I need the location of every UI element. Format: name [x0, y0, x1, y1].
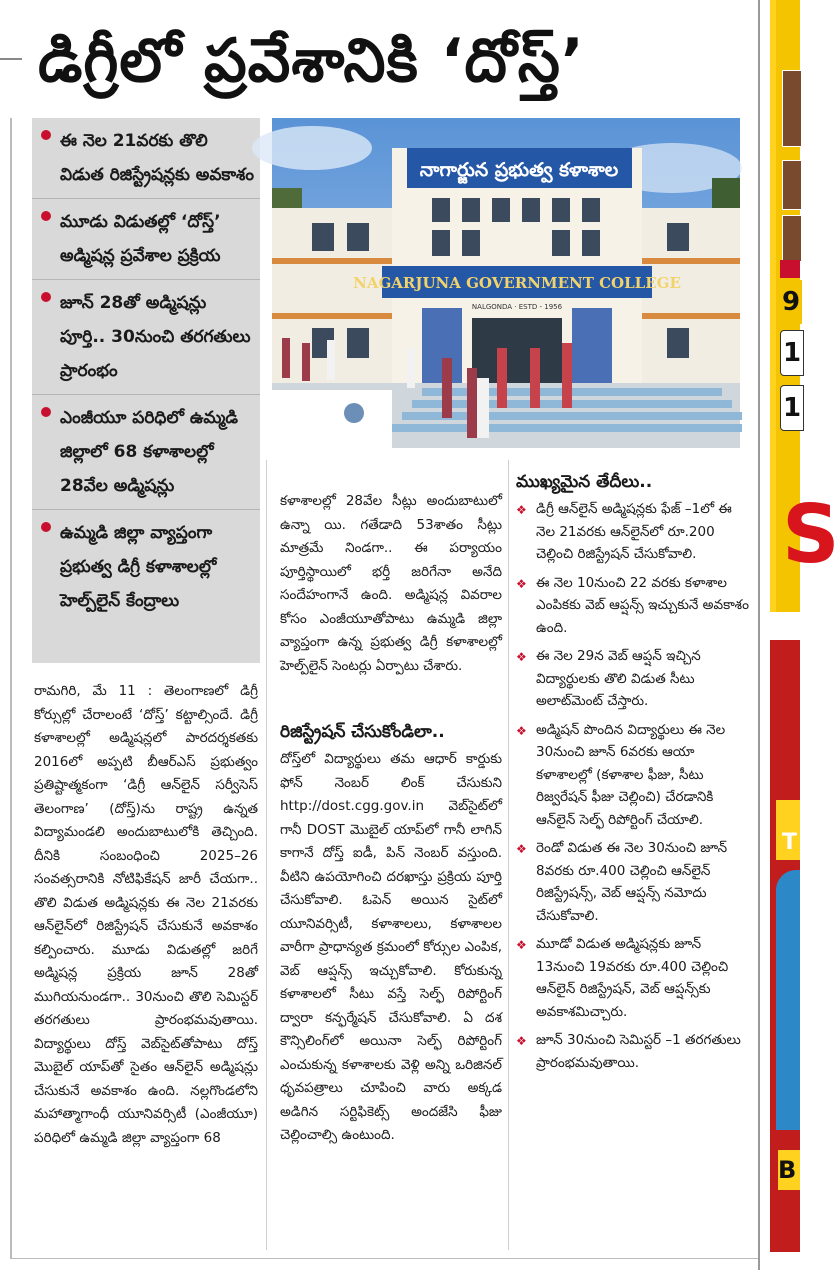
- college-photo: [272, 118, 740, 448]
- date-text: జూన్ 30నుంచి సెమిస్టర్ –1 తరగతులు ప్రారంభమవుతాయి.: [536, 1032, 741, 1071]
- date-item: [514, 837, 750, 927]
- highlight-text: జూన్ 28తో అడ్మిషన్లు పూర్తి.. 30నుంచి తరగతులు ప్రారంభం: [60, 293, 251, 381]
- right-rule: [758, 0, 760, 1270]
- date-text: రెండో విడుత ఈ నెల 30నుంచి జూన్ 8వరకు రూ.400 చెల్లించి ఆన్‌లైన్ రిజిస్ట్రేషన్స్, వెబ్ ఆప్షన్స్ నమోదు చేసుకోవాలి.: [536, 840, 728, 924]
- ad-letter: B: [778, 1150, 800, 1190]
- article-paragraph: కళాశాలల్లో 28వేల సీట్లు అందుబాటులో ఉన్నా యి. గతేడాది 53శాతం సీట్లు మాత్రమే నిండగా.. ఈ పర్యాయం పూర్తిస్థాయిలో భర్తీ జరిగేనా అనేది సందేహంగానే ఉంది. అడ్మిషన్ల వివరాల కోసం ఎంజీయూతోపాటు ఉమ్మడి జిల్లా వ్యాప్తంగా ఉన్న ప్రభుత్వ డిగ్రీ కళాశాలల్లో హెల్ప్‌లైన్ సెంటర్లు ఏర్పాటు చేశారు.: [280, 493, 502, 674]
- diamond-bullet-icon: ❖: [516, 1034, 527, 1048]
- date-text: ఈ నెల 10నుంచి 22 వరకు కళాశాల ఎంపికకు వెబ్ ఆప్షన్స్ ఇచ్చుకునే అవకాశం ఉంది.: [536, 574, 749, 636]
- headline: డిగ్రీలో ప్రవేశానికి ‘దోస్త్’: [38, 26, 585, 96]
- article-body: రామగిరి, మే 11 : తెలంగాణలో డిగ్రీ కోర్సుల్లో చేరాలంటే ‘దోస్త్’ కట్టాల్సిందే. డిగ్రీ కళాశాలల్లో అడ్మిషన్లలో పారదర్శకతకు 2016లో అప్పటి బీఆర్‌ఎస్ ప్రభుత్వం ప్రతిష్టాత్మకంగా ‘డిగ్రీ ఆన్‌లైన్ సర్వీసెస్ తెలంగాణ’ (దోస్త్)ను రాష్ట్ర ఉన్నత విద్యామండలి అందుబాటులోకి తెచ్చింది. దీనికి సంబంధించి 2025–26 సంవత్సరానికి నోటిఫికేషన్ జారీ చేయగా.. తొలి విడుత అడ్మిషన్లకు ఈ నెల 21వరకు ఆన్‌లైన్‌లో రిజిస్ట్రేషన్ చేసుకునే అవకాశం కల్పించారు. మూడు విడుతల్లో జరిగే అడ్మిషన్ల ప్రక్రియ జూన్ 28తో ముగియనుండగా.. 30నుంచి తొలి సెమిస్టర్ తరగతులు ప్రారంభమవుతాయి. విద్యార్థులు దోస్త్ వెబ్‌సైట్‌తోపాటు దోస్త్ మొబైల్ యాప్‌తో సైతం ఆన్‌లైన్ అడ్మిషన్లు చేసుకునే అవకాశం ఉంది. నల్లగొండలోని మహాత్మాగాంధీ యూనివర్సిటీ (ఎంజీయూ) పరిధిలో ఉమ్మడి జిల్లా వ్యాప్తంగా 68: [34, 683, 258, 1146]
- ad-blue-shape: [776, 870, 800, 1130]
- date-item: [514, 1029, 750, 1074]
- date-item: [514, 645, 750, 713]
- date-item: [514, 719, 750, 832]
- ad-logo-icon: S: [782, 488, 840, 581]
- ad-person-photo: [782, 70, 802, 147]
- date-text: అడ్మిషన్ పొందిన విద్యార్థులు ఈ నెల 30నుంచి జూన్ 6వరకు ఆయా కళాశాలల్లో (కళాశాల ఫీజు, సీటు రిజ్వరేషన్ ఫీజు చెల్లించి) చేరడానికి ఆన్‌లైన్ సెల్ఫ్ రిపోర్టింగ్ చేయాలి.: [536, 721, 726, 828]
- date-item: [514, 572, 750, 640]
- highlight-text: మూడు విడుతల్లో ‘దోస్త్’ అడ్మిషన్ల ప్రవేశాల ప్రక్రియ: [60, 212, 221, 266]
- diamond-bullet-icon: ❖: [516, 723, 527, 738]
- ad-letter: T: [782, 830, 798, 855]
- diamond-bullet-icon: ❖: [516, 576, 527, 591]
- highlight-item: [32, 510, 260, 624]
- diamond-bullet-icon: ❖: [516, 938, 527, 952]
- registration-text: దోస్త్‌లో విద్యార్థులు తమ ఆధార్ కార్డుకు ఫోన్ నెంబర్ లింక్ చేసుకుని http://dost.cgg.gov.in వెబ్‌సైట్‌లో గానీ DOST మొబైల్ యాప్‌లో గానీ లాగిన్ కాగానే దోస్త్ ఐడీ, పిన్ నెంబర్ వస్తుంది. వీటిని ఉపయోగించి దరఖాస్తు ప్రక్రియ పూర్తి చేసుకోవాలి. ఓపెన్ అయిన సైట్‌లో యూనివర్సిటీ, కళాశాలలు, కళాశాలల వారీగా ప్రాధాన్యత క్రమంలో కోర్సుల ఎంపిక, వెబ్ ఆప్షన్స్ ఇచ్చుకోవాలి. కోరుకున్న కళాశాలలో సీటు వస్తే సెల్ఫ్ రిపోర్టింగ్ ద్వారా కన్ఫర్మేషన్ చేసుకోవాలి. ఏ దశ కౌన్సిలింగ్‌లో అయినా సెల్ఫ్ రిపోర్టింగ్ ఎంచుకున్న కళాశాలకు వెళ్లి అన్ని ఒరిజినల్ ధృవపత్రాలు చూపించి వారు అక్కడ అడిగిన సర్టిఫికెట్స్ అందజేసి ఫీజు చెల్లించాల్సి ఉంటుంది.: [280, 751, 502, 1143]
- top-rule: [0, 58, 22, 60]
- important-dates-list: [514, 498, 750, 1248]
- bullet-icon: [41, 292, 51, 302]
- date-text: మూడో విడుత అడ్మిషన్లకు జూన్ 13నుంచి 19వరకు రూ.400 చెల్లించి ఆన్‌లైన్ రిజిస్ట్రేషన్, వెబ్ ఆప్షన్స్‌కు అవకాశమిచ్చారు.: [536, 936, 729, 1020]
- ad-person-photo: [782, 215, 802, 262]
- column-divider: [266, 460, 267, 1250]
- ad-number: 1: [780, 330, 804, 376]
- date-item: [514, 498, 750, 566]
- highlight-text: ఉమ్మడి జిల్లా వ్యాప్తంగా ప్రభుత్వ డిగ్రీ కళాశాలల్లో హెల్ప్‌లైన్ కేంద్రాలు: [60, 523, 217, 611]
- important-dates-heading: ముఖ్యమైన తేదీలు..: [516, 472, 653, 492]
- bullet-icon: [41, 522, 51, 532]
- sign-top: నాగార్జున ప్రభుత్వ కళాశాల: [419, 159, 619, 181]
- ad-person-photo: [782, 160, 802, 210]
- date-text: డిగ్రీ ఆన్‌లైన్ అడ్మిషన్లకు ఫేజ్ –1లో ఈ నెల 21వరకు ఆన్‌లైన్‌లో రూ.200 చెల్లించి రిజిస్ట్రేషన్ చేసుకోవాలి.: [536, 501, 732, 562]
- date-item: [514, 933, 750, 1023]
- bottom-rule: [10, 1258, 758, 1259]
- highlights-box: [32, 118, 260, 663]
- registration-heading: రిజిస్ట్రేషన్ చేసుకోండిలా..: [280, 722, 445, 742]
- highlight-text: ఎంజీయూ పరిధిలో ఉమ్మడి జిల్లాలో 68 కళాశాలల్లో 28వేల అడ్మిషన్లు: [60, 408, 238, 496]
- highlight-item: [32, 118, 260, 199]
- highlight-item: [32, 280, 260, 395]
- highlight-item: [32, 199, 260, 280]
- diamond-bullet-icon: ❖: [516, 650, 527, 664]
- sign-main: NAGARJUNA GOVERNMENT COLLEGE: [353, 274, 681, 292]
- left-rule: [10, 118, 12, 1258]
- ad-red-band: [780, 260, 800, 278]
- date-text: ఈ నెల 29న వెబ్ ఆప్షన్ ఇచ్చిన విద్యార్థులకు తొలి విడుత సీటు అలాట్‌మెంట్ చేస్తారు.: [536, 648, 701, 709]
- diamond-bullet-icon: ❖: [516, 503, 527, 517]
- ad-number: 9: [780, 280, 802, 324]
- diamond-bullet-icon: ❖: [516, 842, 527, 856]
- highlight-text: ఈ నెల 21వరకు తొలి విడుత రిజిస్ట్రేషన్లకు అవకాశం: [60, 131, 254, 185]
- ad-number: 1: [780, 385, 804, 431]
- column-divider: [508, 460, 509, 1250]
- bullet-icon: [41, 130, 51, 140]
- highlight-item: [32, 395, 260, 510]
- bullet-icon: [41, 211, 51, 221]
- bullet-icon: [41, 407, 51, 417]
- sign-sub: NALGONDA · ESTD - 1956: [471, 303, 563, 311]
